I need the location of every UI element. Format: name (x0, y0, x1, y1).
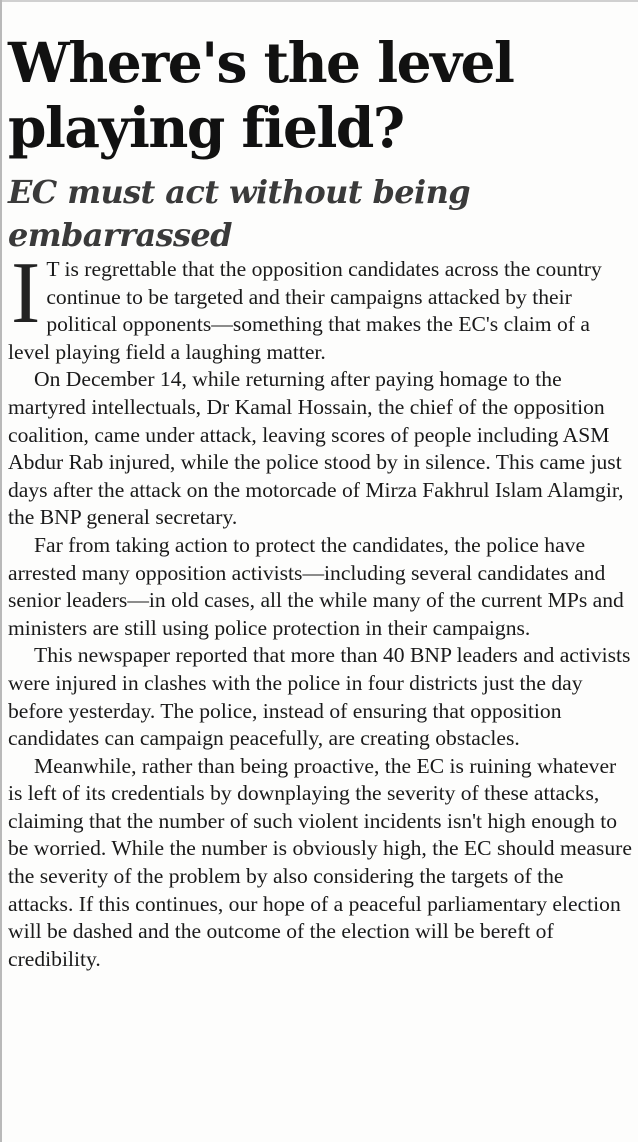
paragraph-1 (8, 245, 633, 366)
subheadline: EC must act without being embarrassed (8, 173, 471, 254)
paragraph-4: This newspaper reported that more than 40 BNP leaders and activists were injured in clashes with the police in four districts just the day before yesterday. The police, instead of ensuring that opposition candidates can campaign peacefully, are creating obstacles. (8, 643, 631, 751)
paragraph-3: Far from taking action to protect the candidates, the police have arrested many opposition activists—including several candidates and senior leaders—in old cases, all the while many of the current MPs and ministers are still using police protection in their campaigns. (8, 532, 624, 640)
paragraph-5: Meanwhile, rather than being proactive, the EC is ruining whatever is left of its credentials by downplaying the severity of these attacks, claiming that the number of such violent incidents isn't high enough to be worried. While the number is obviously high, the EC should measure the severity of the problem by also considering the targets of the attacks. If this continues, our hope of a peaceful parliamentary election will be dashed and the outcome of the election will be bereft of credibility. (8, 753, 632, 971)
article-body (8, 245, 633, 973)
paragraph-1-text: T is regrettable that the opposition candidates across the country continue to be targeted and their campaigns attacked by their political opponents—something that makes the EC's claim of a level playing field a laughing matter. (8, 257, 602, 364)
headline: Where's the level playing field? (8, 30, 514, 160)
paragraph-2: On December 14, while returning after paying homage to the martyred intellectuals, Dr Kamal Hossain, the chief of the opposition coalition, came under attack, leaving scores of people including ASM Abdur Rab injured, while the police stood by in silence. This came just days after the attack on the motorcade of Mirza Fakhrul Islam Alamgir, the BNP general secretary. (8, 367, 624, 530)
drop-cap: I (11, 245, 41, 342)
left-border (0, 0, 2, 1142)
top-border (0, 0, 638, 2)
